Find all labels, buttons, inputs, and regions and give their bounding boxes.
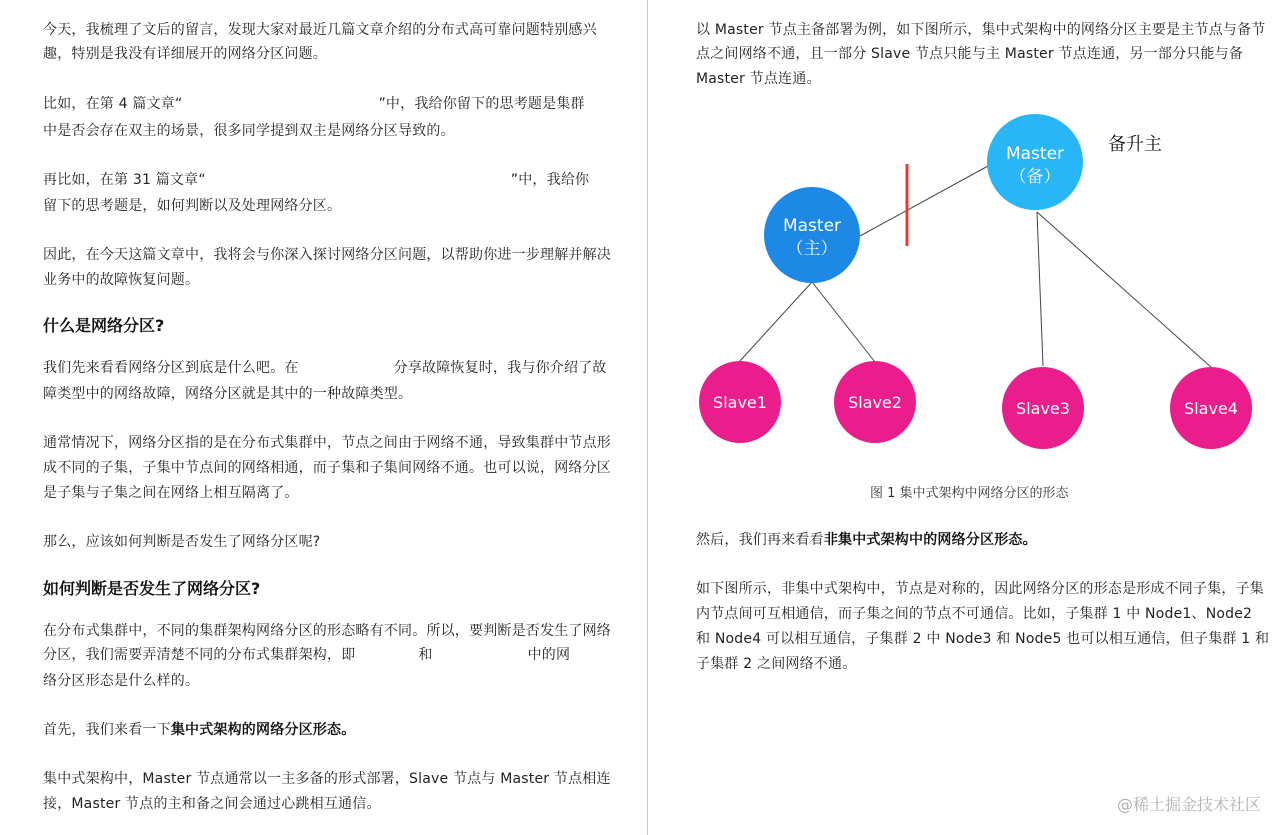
definition-prefix: 我们先来看看网络分区到底是什么吧。在 bbox=[43, 360, 299, 376]
definition-suffix: 分享故障恢复时，我与你介绍了故 bbox=[393, 360, 607, 376]
link-master-main-backup bbox=[860, 166, 988, 236]
paragraph-decentralized-line2: 内节点间可互相通信，而子集之间的节点不可通信。比如，子集群 1 中 Node1、Node2 bbox=[696, 606, 1253, 622]
arch-middle: 和 bbox=[418, 647, 433, 663]
master-backup-label: Master bbox=[1005, 144, 1065, 164]
paragraph-arch-line1: 在分布式集群中，不同的集群架构网络分区的形态略有不同。所以，要判断是否发生了网络 bbox=[43, 623, 611, 639]
paragraph-first-centralized bbox=[43, 717, 355, 743]
site-watermark: @稀土掘金技术社区 bbox=[1116, 795, 1261, 814]
article31-suffix: ”中，我给你 bbox=[510, 172, 590, 188]
paragraph-example-line1: 以 Master 节点主备部署为例，如下图所示，集中式架构中的网络分区主要是主节点与备节 bbox=[696, 22, 1266, 38]
master-main-label: Master bbox=[782, 216, 842, 236]
paragraph-normal-line2: 成不同的子集，子集中节点间的网络相通，而子集和子集间网络不通。也可以说，网络分区 bbox=[43, 460, 611, 476]
link-main-slave1 bbox=[739, 282, 812, 362]
link-main-slave2 bbox=[812, 282, 875, 362]
article4-prefix: 比如，在第 4 篇文章“ bbox=[43, 96, 183, 112]
slave2-label: Slave2 bbox=[848, 393, 902, 412]
right-page bbox=[649, 0, 1285, 835]
promote-label: 备升主 bbox=[1108, 134, 1162, 155]
paragraph-decentralized-line1: 如下图所示，非集中式架构中，节点是对称的，因此网络分区的形态是形成不同子集，子集 bbox=[696, 581, 1264, 597]
paragraph-intro-line1: 今天，我梳理了文后的留言，发现大家对最近几篇文章介绍的分布式高可靠问题特别感兴 bbox=[43, 22, 597, 38]
then-bold: 非集中式架构中的网络分区形态。 bbox=[823, 532, 1037, 548]
paragraph-article31-line1 bbox=[43, 167, 589, 193]
paragraph-article4-line1 bbox=[43, 91, 585, 117]
slave3-label: Slave3 bbox=[1016, 399, 1070, 418]
link-backup-slave3 bbox=[1037, 212, 1043, 366]
slave4-label: Slave4 bbox=[1184, 399, 1238, 418]
then-prefix: 然后，我们再来看看 bbox=[696, 532, 824, 548]
paragraph-decentralized-line3: 和 Node4 可以相互通信，子集群 2 中 Node3 和 Node5 也可以相互通信，但子集群 1 和 bbox=[696, 631, 1270, 647]
paragraph-arch-line3: 络分区形态是什么样的。 bbox=[43, 673, 200, 689]
heading-what-is-partition: 什么是网络分区? bbox=[43, 316, 165, 335]
first-bold: 集中式架构的网络分区形态。 bbox=[170, 722, 356, 738]
paragraph-centralized-line1: 集中式架构中，Master 节点通常以一主多备的形式部署，Slave 节点与 Master 节点相连 bbox=[43, 771, 611, 787]
centralized-partition-diagram bbox=[649, 100, 1285, 460]
paragraph-article4-line2: 中是否会存在双主的场景，很多同学提到双主是网络分区导致的。 bbox=[43, 123, 455, 139]
master-main-role: （主） bbox=[786, 239, 838, 259]
paragraph-definition-line2: 障类型中的网络故障，网络分区就是其中的一种故障类型。 bbox=[43, 386, 413, 402]
slave1-label: Slave1 bbox=[713, 393, 767, 412]
paragraph-definition-line1 bbox=[43, 355, 607, 381]
link-backup-slave4 bbox=[1037, 212, 1212, 368]
article4-suffix: ”中，我给你留下的思考题是集群 bbox=[378, 96, 585, 112]
paragraph-therefore-line2: 业务中的故障恢复问题。 bbox=[43, 272, 200, 288]
paragraph-then-decentralized bbox=[696, 527, 1037, 553]
paragraph-therefore-line1: 因此，在今天这篇文章中，我将会与你深入探讨网络分区问题，以帮助你进一步理解并解决 bbox=[43, 247, 611, 263]
paragraph-centralized-line2: 接，Master 节点的主和备之间会通过心跳相互通信。 bbox=[43, 796, 381, 812]
paragraph-decentralized-line4: 子集群 2 之间网络不通。 bbox=[696, 656, 857, 672]
paragraph-normal-line3: 是子集与子集之间在网络上相互隔离了。 bbox=[43, 485, 299, 501]
paragraph-example-line3: Master 节点连通。 bbox=[696, 71, 821, 87]
heading-how-to-judge: 如何判断是否发生了网络分区? bbox=[43, 579, 261, 598]
arch-suffix: 中的网 bbox=[527, 647, 571, 663]
arch-prefix: 分区，我们需要弄清楚不同的分布式集群架构，即 bbox=[43, 647, 356, 663]
figure-caption: 图 1 集中式架构中网络分区的形态 bbox=[870, 486, 1069, 501]
paragraph-arch-line2 bbox=[43, 642, 570, 668]
paragraph-how-judge: 那么，应该如何判断是否发生了网络分区呢? bbox=[43, 534, 321, 550]
paragraph-normal-line1: 通常情况下，网络分区指的是在分布式集群中，节点之间由于网络不通，导致集群中节点形 bbox=[43, 435, 611, 451]
paragraph-intro-line2: 趣，特别是我没有详细展开的网络分区问题。 bbox=[43, 46, 327, 62]
first-prefix: 首先，我们来看一下 bbox=[43, 722, 171, 738]
paragraph-article31-line2: 留下的思考题是，如何判断以及处理网络分区。 bbox=[43, 198, 342, 214]
paragraph-example-line2: 点之间网络不通，且一部分 Slave 节点只能与主 Master 节点连通，另一部分只能与备 bbox=[696, 46, 1244, 62]
master-backup-role: （备） bbox=[1009, 167, 1061, 187]
article31-prefix: 再比如，在第 31 篇文章“ bbox=[43, 172, 206, 188]
